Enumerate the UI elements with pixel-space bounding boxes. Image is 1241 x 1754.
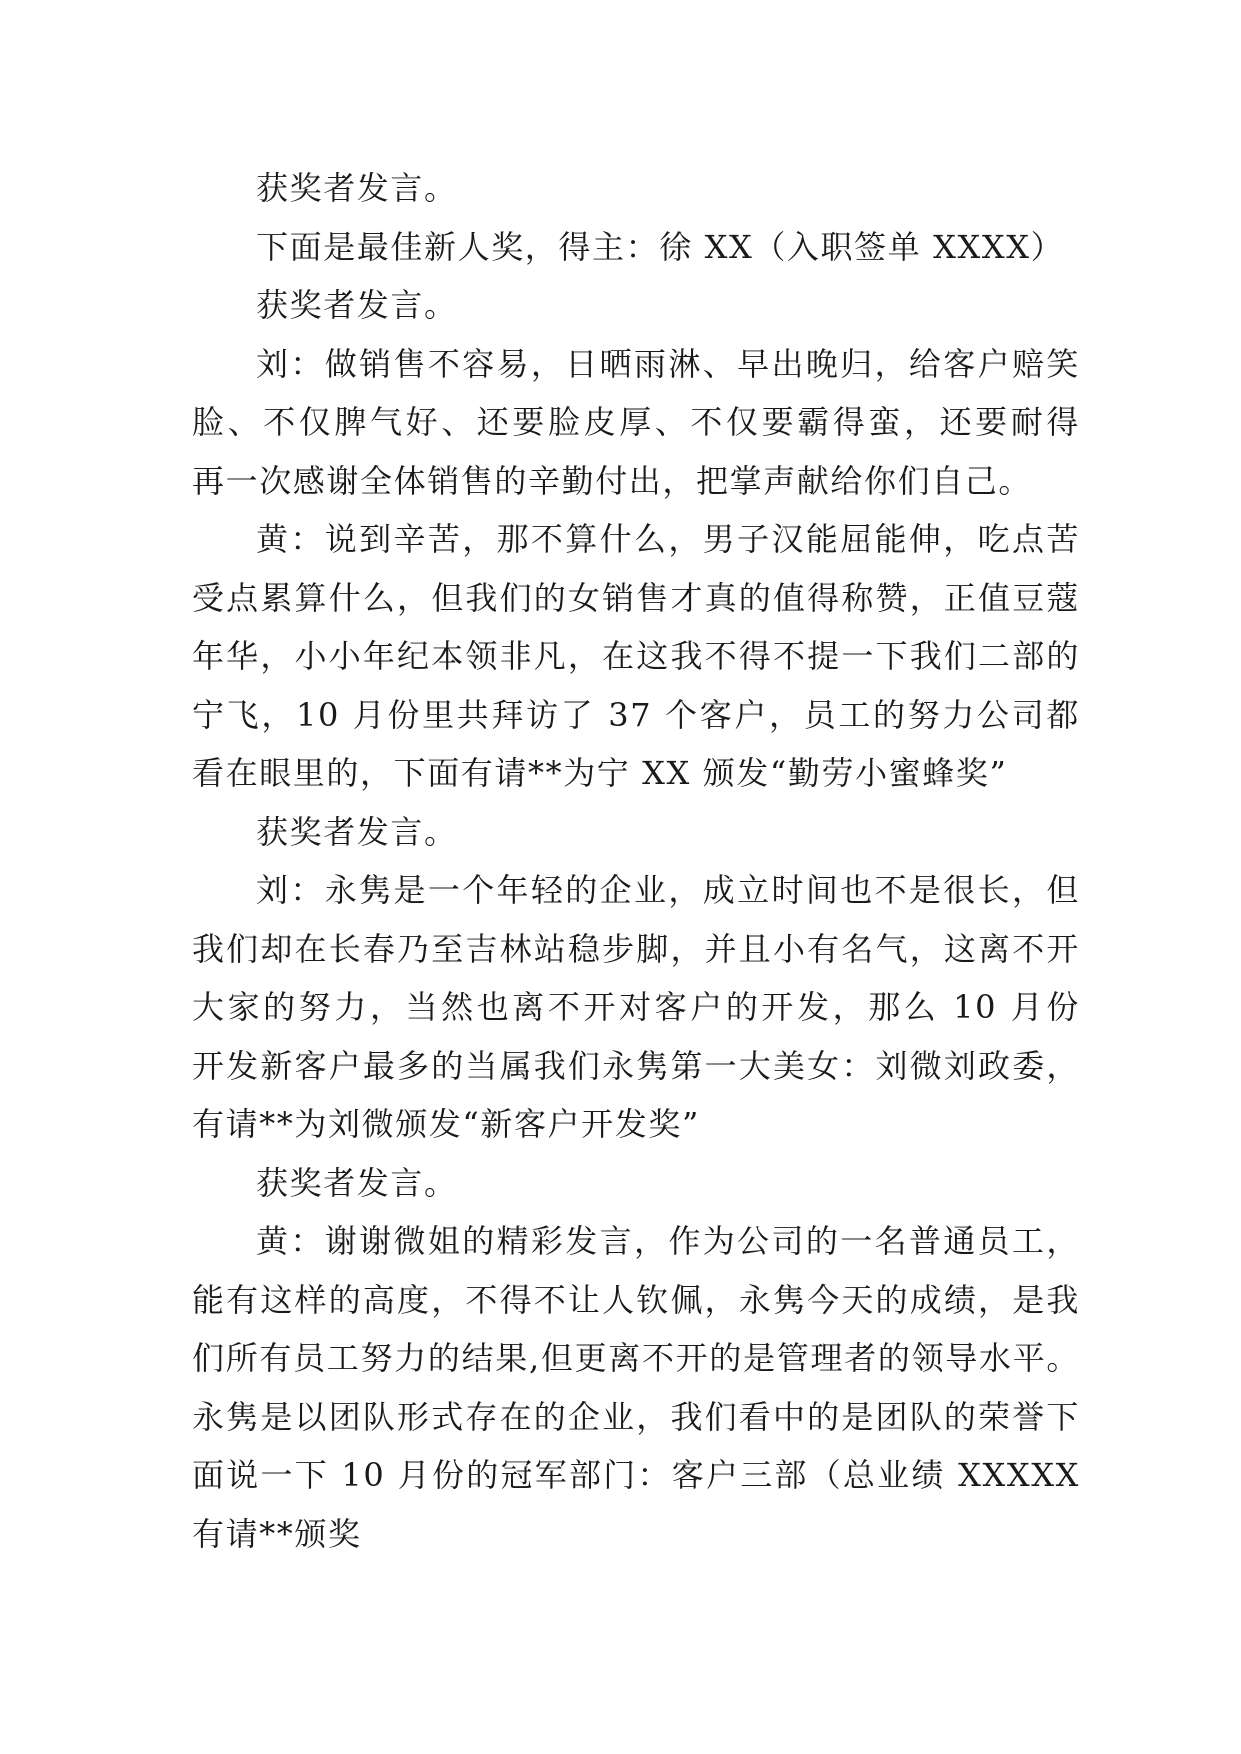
paragraph-line: 再一次感谢全体销售的辛勤付出，把掌声献给你们自己。 [192,461,1033,500]
paragraph-line: 黄：说到辛苦，那不算什么，男子汉能屈能伸，吃点苦 [256,520,1080,558]
paragraph-line: 看在眼里的，下面有请**为宁 XX 颁发“勤劳小蜜蜂奖” [192,754,1008,792]
paragraph-line: 宁飞，10 月份里共拜访了 37 个客户，员工的努力公司都 [192,695,1080,734]
paragraph-line: 脸、不仅脾气好、还要脸皮厚、不仅要霸得蛮，还要耐得 [192,403,1080,441]
paragraph-line: 开发新客户最多的当属我们永隽第一大美女：刘微刘政委， [192,1046,1080,1085]
paragraph-line: 面说一下 10 月份的冠军部门：客户三部（总业绩 XXXXX [192,1456,1080,1494]
paragraph-line: 下面是最佳新人奖，得主：徐 XX（入职签单 XXXX） [256,227,1065,266]
paragraph-line: 有请**为刘微颁发“新客户开发奖” [192,1105,700,1143]
document-body [192,159,1080,1563]
paragraph-line: 我们却在长春乃至吉林站稳步脚，并且小有名气，这离不开 [192,929,1080,968]
paragraph-line: 获奖者发言。 [256,1163,458,1202]
paragraph-line: 有请**颁奖 [192,1514,362,1553]
paragraph-line: 获奖者发言。 [256,286,458,324]
paragraph-line: 黄：谢谢微姐的精彩发言，作为公司的一名普通员工， [256,1222,1080,1260]
paragraph-line: 刘：永隽是一个年轻的企业，成立时间也不是很长，但 [256,871,1080,909]
paragraph-line: 大家的努力，当然也离不开对客户的开发，那么 10 月份 [192,988,1080,1026]
paragraph-line: 永隽是以团队形式存在的企业，我们看中的是团队的荣誉下 [192,1397,1080,1436]
paragraph-line: 能有这样的高度，不得不让人钦佩，永隽今天的成绩，是我 [192,1280,1080,1319]
paragraph-line: 年华，小小年纪本领非凡，在这我不得不提一下我们二部的 [192,637,1080,675]
paragraph-line: 获奖者发言。 [256,169,458,207]
paragraph-line: 刘：做销售不容易，日晒雨淋、早出晚归，给客户赔笑 [256,344,1080,383]
paragraph-line: 获奖者发言。 [256,812,458,851]
paragraph-line: 受点累算什么，但我们的女销售才真的值得称赞，正值豆蔻 [192,578,1080,617]
paragraph-line: 们所有员工努力的结果,但更离不开的是管理者的领导水平。 [192,1339,1080,1377]
